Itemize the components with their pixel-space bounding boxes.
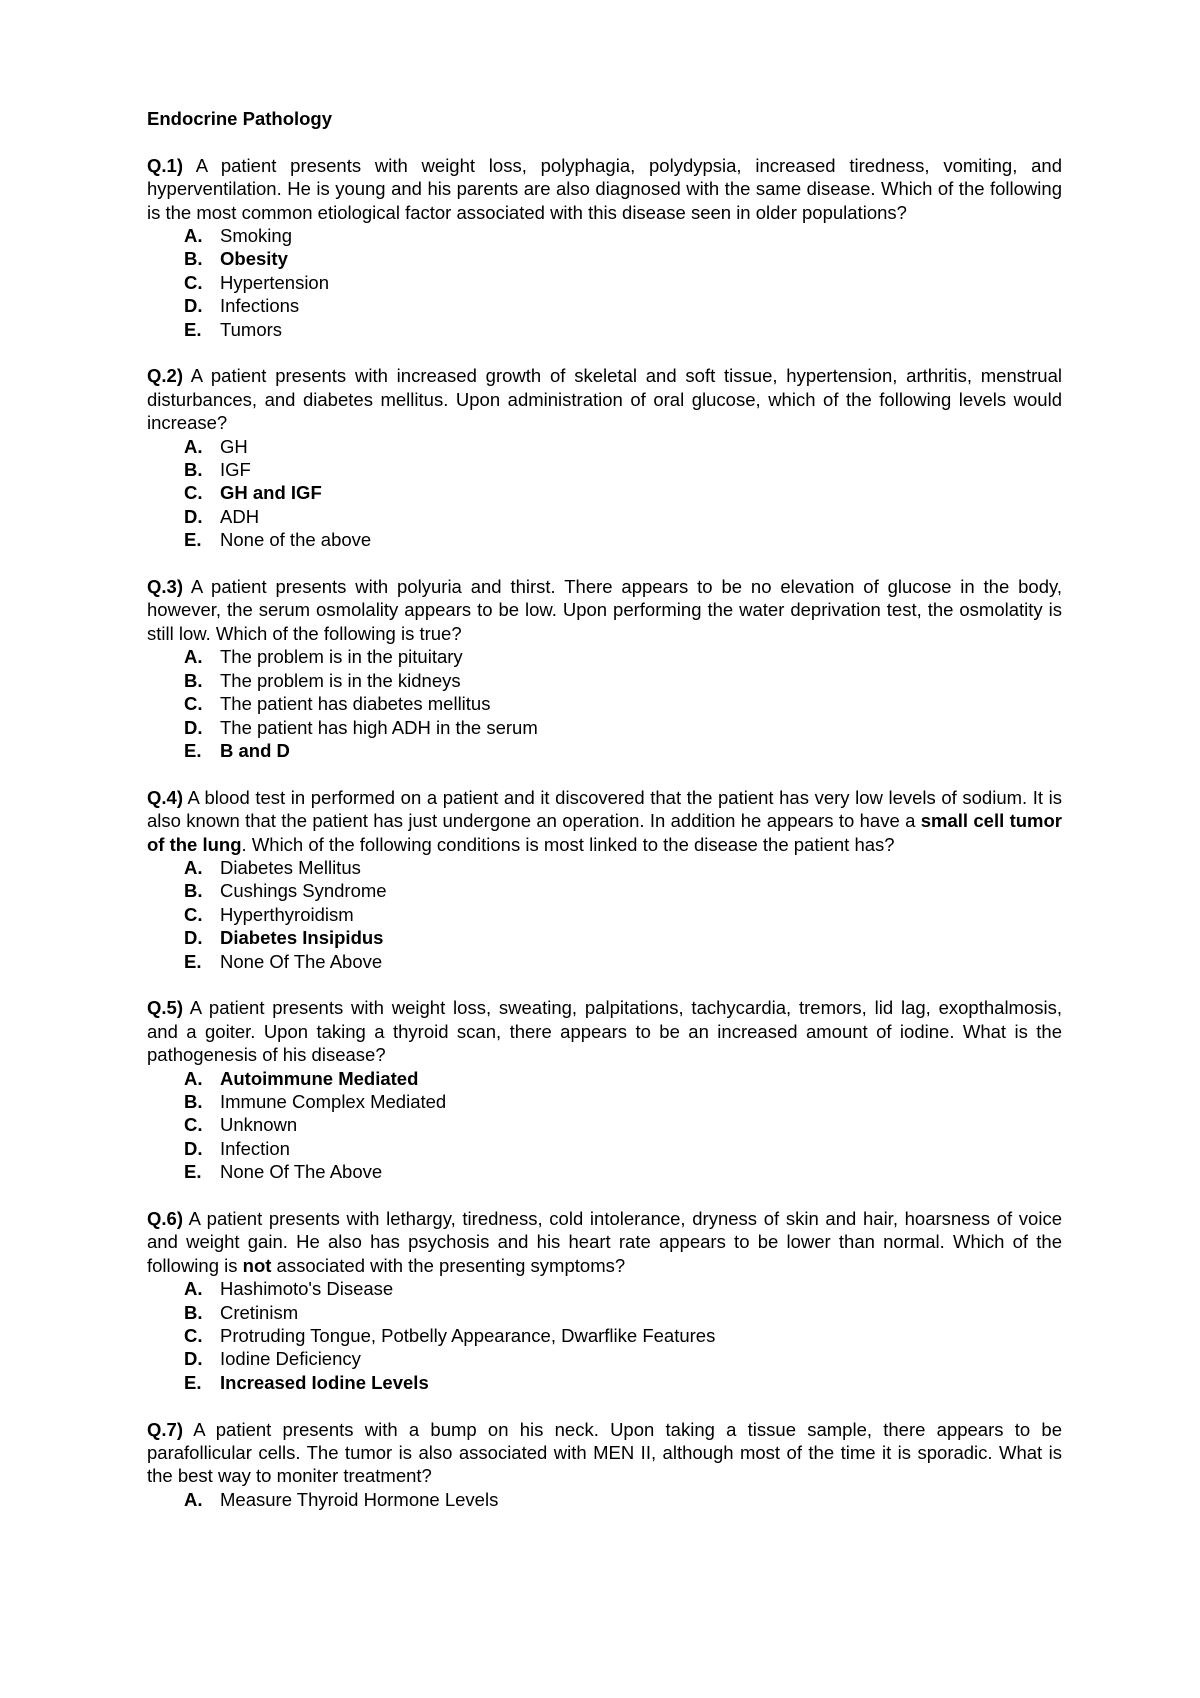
option-letter: E. — [184, 529, 202, 551]
answer-option — [184, 645, 1062, 668]
option-letter: A. — [184, 435, 203, 457]
question-text: A patient presents with increased growth of skeletal and soft tissue, hypertension, arthritis, menstrual disturbances, and diabetes mellitus. Upon administration of oral glucose, which of the following levels would increase? — [147, 365, 1062, 434]
correct-answer-text: GH and IGF — [220, 482, 322, 504]
answer-option — [184, 903, 1062, 926]
question-text: A patient presents with weight loss, polyphagia, polydypsia, increased tiredness, vomiting, and hyperventilation. He is young and his parents are also diagnosed with the same disease. Which of the following is the most common etiological factor associated with this disease seen in older populations? — [147, 154, 1062, 223]
option-text: None Of The Above — [220, 1161, 383, 1183]
correct-answer-text: Obesity — [220, 248, 288, 270]
question-text: A patient presents with lethargy, tiredness, cold intolerance, dryness of skin and hair, hoarsness of voice and weight gain. He also has psychosis and his heart rate appears to be lower than normal. Which of the following is — [147, 1208, 1062, 1276]
option-text: Diabetes Mellitus — [220, 856, 361, 878]
option-text: Iodine Deficiency — [220, 1348, 361, 1370]
answer-option — [184, 294, 1062, 317]
question-number: Q.6) — [147, 1208, 183, 1229]
option-text: Hypertension — [220, 271, 330, 293]
answer-option — [184, 528, 1062, 551]
option-text: The patient has high ADH in the serum — [220, 716, 538, 738]
question-stem — [147, 1207, 1062, 1277]
option-text: Protruding Tongue, Potbelly Appearance, Dwarflike Features — [220, 1325, 716, 1347]
answer-options — [147, 1067, 1062, 1184]
answer-option — [184, 1113, 1062, 1136]
option-letter: E. — [184, 950, 202, 972]
question-text: associated with the presenting symptoms? — [271, 1254, 626, 1276]
answer-option — [184, 458, 1062, 481]
question-block — [147, 154, 1062, 341]
option-letter: C. — [184, 1325, 203, 1347]
option-letter: B. — [184, 248, 203, 270]
answer-option — [184, 435, 1062, 458]
emphasized-text: small cell tumor of the lung — [147, 810, 1062, 855]
question-number: Q.4) — [147, 786, 183, 808]
answer-option — [184, 1067, 1062, 1090]
answer-options — [147, 856, 1062, 973]
document-title: Endocrine Pathology — [147, 108, 333, 129]
answer-option — [184, 247, 1062, 270]
answer-option — [184, 926, 1062, 949]
answer-option — [184, 271, 1062, 294]
option-text: The problem is in the pituitary — [220, 646, 463, 668]
option-letter: A. — [184, 1278, 203, 1300]
option-letter: D. — [184, 1348, 203, 1370]
answer-option — [184, 1347, 1062, 1370]
option-text: Infection — [220, 1137, 290, 1159]
option-letter: E. — [184, 739, 202, 761]
answer-option — [184, 716, 1062, 739]
option-text: The patient has diabetes mellitus — [220, 693, 491, 715]
option-letter: A. — [184, 225, 203, 247]
option-letter: C. — [184, 693, 203, 715]
question-text: A patient presents with weight loss, sweating, palpitations, tachycardia, tremors, lid lag, exopthalmosis, and a goiter. Upon taking a thyroid scan, there appears to be an increased amount of iodine. What is the pathogenesis of his disease? — [147, 997, 1062, 1066]
option-letter: B. — [184, 1090, 203, 1112]
answer-option — [184, 669, 1062, 692]
answer-option — [184, 950, 1062, 973]
answer-option — [184, 692, 1062, 715]
option-letter: E. — [184, 318, 202, 340]
option-text: Cushings Syndrome — [220, 880, 387, 902]
question-block — [147, 575, 1062, 762]
option-text: Tumors — [220, 318, 283, 340]
answer-option — [184, 739, 1062, 762]
answer-options — [147, 224, 1062, 341]
option-text: ADH — [220, 505, 260, 527]
answer-options — [147, 645, 1062, 762]
option-letter: C. — [184, 903, 203, 925]
answer-options — [147, 435, 1062, 552]
option-letter: D. — [184, 1137, 203, 1159]
answer-option — [184, 856, 1062, 879]
document-page — [147, 107, 1062, 1535]
question-list — [147, 154, 1062, 1511]
option-letter: B. — [184, 1301, 203, 1323]
option-letter: E. — [184, 1161, 202, 1183]
option-text: Immune Complex Mediated — [220, 1090, 447, 1112]
answer-option — [184, 1324, 1062, 1347]
question-stem — [147, 1418, 1062, 1488]
question-number: Q.7) — [147, 1418, 183, 1440]
question-stem — [147, 154, 1062, 224]
option-text: GH — [220, 435, 248, 457]
option-letter: A. — [184, 646, 203, 668]
option-text: The problem is in the kidneys — [220, 669, 461, 691]
option-letter: D. — [184, 505, 203, 527]
option-text: None of the above — [220, 529, 372, 551]
option-letter: C. — [184, 1114, 203, 1136]
question-stem — [147, 996, 1062, 1066]
answer-option — [184, 1488, 1062, 1511]
question-text: A blood test in performed on a patient and it discovered that the patient has very low levels of sodium. It is also known that the patient has just undergone an operation. In addition he appears to have a — [147, 786, 1062, 832]
option-text: Measure Thyroid Hormone Levels — [220, 1488, 499, 1510]
answer-options — [147, 1277, 1062, 1394]
question-number: Q.5) — [147, 997, 183, 1019]
option-letter: A. — [184, 1067, 203, 1089]
answer-option — [184, 318, 1062, 341]
option-letter: D. — [184, 295, 203, 317]
option-text: IGF — [220, 459, 251, 481]
option-letter: B. — [184, 459, 203, 481]
answer-option — [184, 879, 1062, 902]
option-letter: C. — [184, 482, 203, 504]
option-text: Infections — [220, 295, 300, 317]
answer-option — [184, 1160, 1062, 1183]
option-letter: D. — [184, 927, 203, 949]
option-letter: D. — [184, 716, 203, 738]
answer-option — [184, 1371, 1062, 1394]
answer-option — [184, 1301, 1062, 1324]
question-stem — [147, 786, 1062, 856]
option-letter: E. — [184, 1371, 202, 1393]
question-number: Q.2) — [147, 365, 183, 387]
option-text: Unknown — [220, 1114, 298, 1136]
correct-answer-text: B and D — [220, 739, 290, 761]
option-text: None Of The Above — [220, 950, 383, 972]
correct-answer-text: Increased Iodine Levels — [220, 1371, 429, 1393]
option-text: Hyperthyroidism — [220, 903, 354, 925]
answer-option — [184, 1137, 1062, 1160]
option-text: Cretinism — [220, 1301, 299, 1323]
answer-options — [147, 1488, 1062, 1511]
question-block — [147, 1418, 1062, 1512]
question-block — [147, 1207, 1062, 1394]
option-letter: B. — [184, 880, 203, 902]
question-block — [147, 996, 1062, 1183]
question-block — [147, 364, 1062, 551]
question-text: . Which of the following conditions is most linked to the disease the patient has? — [241, 833, 895, 855]
option-text: Hashimoto's Disease — [220, 1278, 394, 1300]
correct-answer-text: Diabetes Insipidus — [220, 927, 384, 949]
answer-option — [184, 505, 1062, 528]
question-text: A patient presents with a bump on his neck. Upon taking a tissue sample, there appears to be parafollicular cells. The tumor is also associated with MEN II, although most of the time it is sporadic. What is the best way to moniter treatment? — [147, 1418, 1062, 1487]
question-number: Q.1) — [147, 154, 183, 176]
answer-option — [184, 1277, 1062, 1300]
option-text: Smoking — [220, 225, 292, 247]
answer-option — [184, 1090, 1062, 1113]
emphasized-text: not — [242, 1254, 272, 1276]
question-text: A patient presents with polyuria and thirst. There appears to be no elevation of glucose in the body, however, the serum osmolality appears to be low. Upon performing the water deprivation test, the osmolatity is still low. Which of the following is true? — [147, 576, 1062, 644]
option-letter: A. — [184, 1488, 203, 1510]
answer-option — [184, 224, 1062, 247]
option-letter: C. — [184, 271, 203, 293]
option-letter: B. — [184, 669, 203, 691]
correct-answer-text: Autoimmune Mediated — [220, 1067, 419, 1089]
option-letter: A. — [184, 856, 203, 878]
answer-option — [184, 481, 1062, 504]
question-stem — [147, 364, 1062, 434]
question-stem — [147, 575, 1062, 645]
question-number: Q.3) — [147, 576, 183, 598]
question-block — [147, 786, 1062, 973]
